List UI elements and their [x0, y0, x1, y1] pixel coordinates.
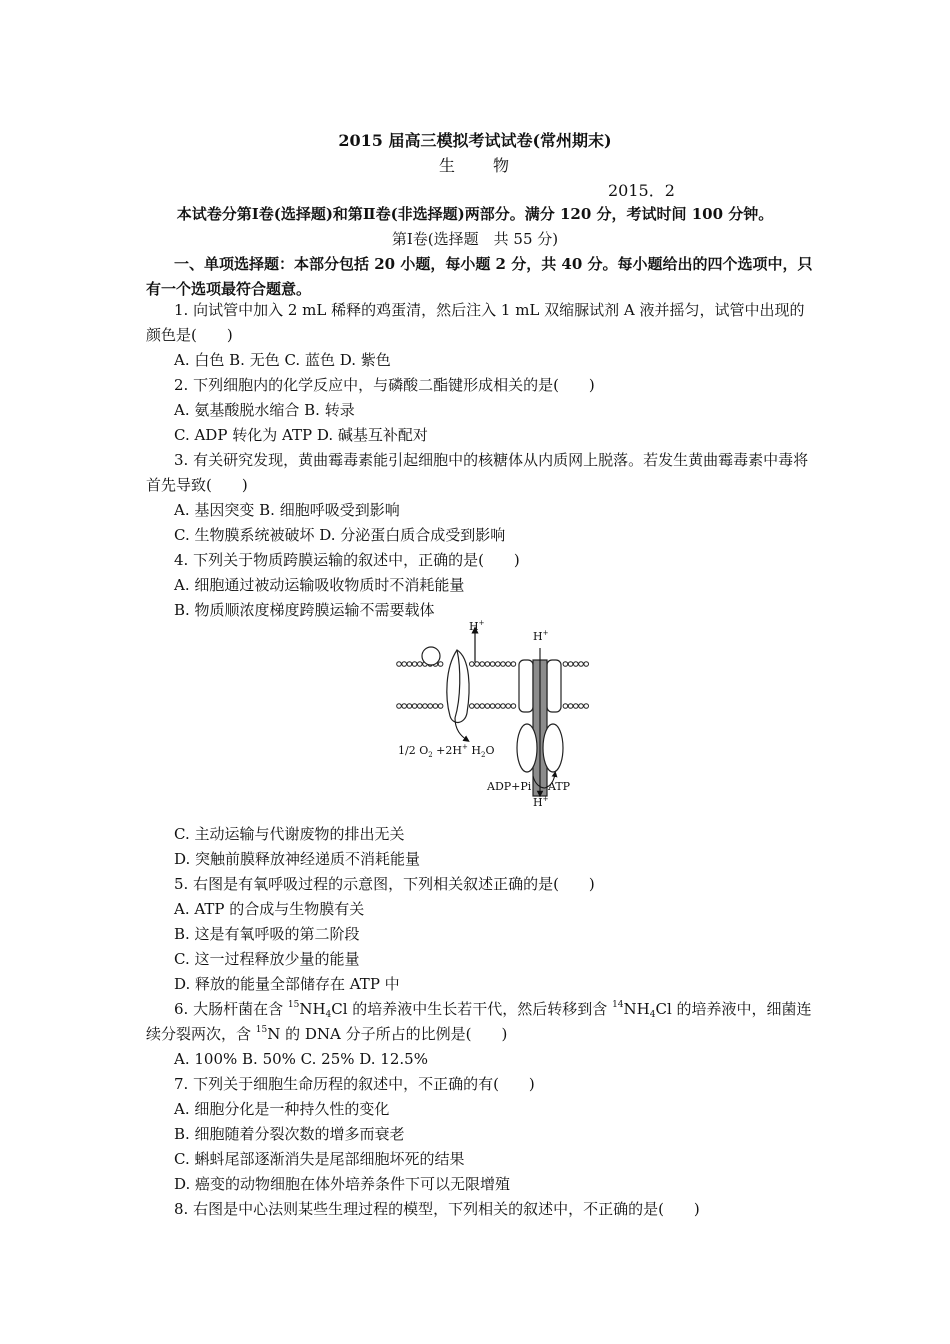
phospholipid-head	[480, 662, 485, 667]
phospholipid-head	[511, 662, 516, 667]
question-5-option-a: A. ATP 的合成与生物膜有关	[174, 900, 365, 918]
phospholipid-head	[485, 704, 490, 709]
question-5-option-d: D. 释放的能量全部储存在 ATP 中	[174, 975, 400, 993]
exam-subject: 生 物	[438, 156, 511, 175]
question-6-options: A. 100% B. 50% C. 25% D. 12.5%	[174, 1050, 428, 1068]
phospholipid-head	[397, 662, 402, 667]
phospholipid-head	[485, 662, 490, 667]
volume-heading: 第Ⅰ卷(选择题 共 55 分)	[391, 230, 559, 248]
atp-label: ATP	[548, 780, 571, 793]
question-2-options-cd: C. ADP 转化为 ATP D. 碱基互补配对	[174, 426, 428, 444]
h-label-bottom: H+	[533, 795, 549, 809]
phospholipid-head	[470, 662, 475, 667]
phospholipid-head	[475, 662, 480, 667]
phospholipid-head	[397, 704, 402, 709]
phospholipid-head	[407, 662, 412, 667]
phospholipid-head	[584, 662, 589, 667]
phospholipid-head	[438, 662, 443, 667]
phospholipid-head	[480, 704, 485, 709]
phospholipid-head	[574, 704, 579, 709]
question-5-option-c: C. 这一过程释放少量的能量	[174, 950, 360, 968]
phospholipid-head	[496, 662, 501, 667]
phospholipid-head	[506, 704, 511, 709]
phospholipid-head	[490, 662, 495, 667]
phospholipid-head	[579, 704, 584, 709]
exam-date: 2015．2	[608, 181, 675, 200]
question-3-options-cd: C. 生物膜系统被破坏 D. 分泌蛋白质合成受到影响	[174, 526, 506, 544]
phospholipid-head	[428, 704, 433, 709]
h-label-top-right: H+	[533, 629, 549, 643]
question-7-option-a: A. 细胞分化是一种持久性的变化	[174, 1100, 390, 1118]
phospholipid-head	[402, 704, 407, 709]
question-8-stem: 8. 右图是中心法则某些生理过程的模型，下列相关的叙述中，不正确的是( )	[174, 1200, 700, 1218]
phospholipid-head	[574, 662, 579, 667]
question-3-stem: 3. 有关研究发现，黄曲霉毒素能引起细胞中的核糖体从内质网上脱落。若发生黄曲霉毒素中毒将首先导致( )	[146, 451, 809, 494]
phospholipid-head	[563, 662, 568, 667]
phospholipid-head	[418, 704, 423, 709]
phospholipid-head	[438, 704, 443, 709]
phospholipid-head	[407, 704, 412, 709]
question-4-option-a: A. 细胞通过被动运输吸收物质时不消耗能量	[174, 576, 465, 594]
question-7-option-c: C. 蝌蚪尾部逐渐消失是尾部细胞坏死的结果	[174, 1150, 465, 1168]
question-3-options-ab: A. 基因突变 B. 细胞呼吸受到影响	[174, 501, 400, 519]
phospholipid-head	[501, 662, 506, 667]
question-7-option-b: B. 细胞随着分裂次数的增多而衰老	[174, 1125, 405, 1143]
question-4-option-c: C. 主动运输与代谢废物的排出无关	[174, 825, 405, 843]
phospholipid-head	[496, 704, 501, 709]
phospholipid-head	[563, 704, 568, 709]
question-4-option-b: B. 物质顺浓度梯度跨膜运输不需要载体	[174, 601, 435, 619]
question-2-options-ab: A. 氨基酸脱水缩合 B. 转录	[174, 401, 355, 419]
question-5-stem: 5. 右图是有氧呼吸过程的示意图，下列相关叙述正确的是( )	[174, 875, 595, 893]
phospholipid-head	[423, 704, 428, 709]
question-6-stem: 6. 大肠杆菌在含 $^{15}NH_4Cl$ 的培养液中生长若干代，然后转移到含 $^{14}NH_4Cl$ 的培养液中，细菌连续分裂两次，含 $^{15}$N 的 DNA 分子所占的比例是( )	[146, 1000, 812, 1043]
phospholipid-head	[506, 662, 511, 667]
phospholipid-head	[579, 662, 584, 667]
phospholipid-head	[470, 704, 475, 709]
exam-title: 2015 届高三模拟考试试卷(常州期末)	[338, 131, 612, 150]
phospholipid-head	[568, 662, 573, 667]
reaction-label: 1/2 $O_2 +2H^+$ $H_2O$	[398, 743, 495, 759]
section-heading: 一、单项选择题：本部分包括 20 小题，每小题 2 分，共 40 分。每小题给出的四个选项中，只有一个选项最符合题意。	[146, 255, 813, 298]
phospholipid-head	[584, 704, 589, 709]
exam-intro: 本试卷分第Ⅰ卷(选择题)和第Ⅱ卷(非选择题)两部分。满分 120 分，考试时间 100 分钟。	[176, 205, 774, 223]
membrane-respiration-diagram	[395, 618, 595, 814]
question-5-option-b: B. 这是有氧呼吸的第二阶段	[174, 925, 360, 943]
question-7-option-d: D. 癌变的动物细胞在体外培养条件下可以无限增殖	[174, 1175, 511, 1193]
phospholipid-head	[475, 704, 480, 709]
h-label-left: H+	[469, 619, 485, 633]
question-1-options: A. 白色 B. 无色 C. 蓝色 D. 紫色	[174, 351, 391, 369]
phospholipid-head	[412, 704, 417, 709]
question-7-stem: 7. 下列关于细胞生命历程的叙述中，不正确的有( )	[174, 1075, 535, 1093]
question-1-stem: 1. 向试管中加入 2 mL 稀释的鸡蛋清，然后注入 1 mL 双缩脲试剂 A 液并摇匀，试管中出现的颜色是( )	[146, 301, 805, 344]
phospholipid-head	[501, 704, 506, 709]
adp-label: ADP+Pi	[487, 780, 532, 793]
question-2-stem: 2. 下列细胞内的化学反应中，与磷酸二酯键形成相关的是( )	[174, 376, 595, 394]
electron-transport-protein	[422, 647, 469, 722]
phospholipid-head	[568, 704, 573, 709]
question-4-option-d: D. 突触前膜释放神经递质不消耗能量	[174, 850, 421, 868]
question-4-stem: 4. 下列关于物质跨膜运输的叙述中，正确的是( )	[174, 551, 520, 569]
phospholipid-head	[490, 704, 495, 709]
phospholipid-head	[412, 662, 417, 667]
phospholipid-head	[402, 662, 407, 667]
phospholipid-head	[418, 662, 423, 667]
phospholipid-head	[511, 704, 516, 709]
phospholipid-head	[433, 704, 438, 709]
